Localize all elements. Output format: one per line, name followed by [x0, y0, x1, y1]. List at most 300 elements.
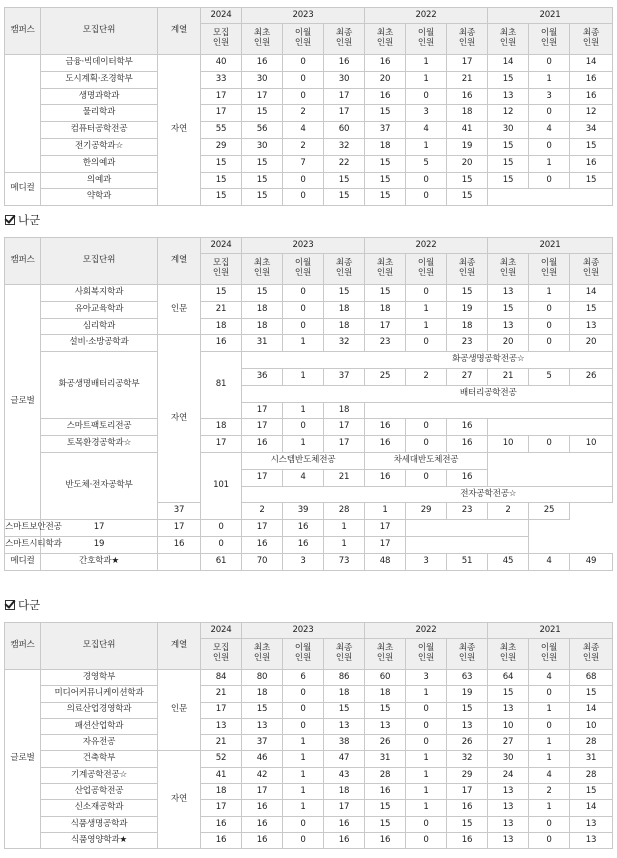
- value-cell: 15: [447, 285, 488, 302]
- header-year-2023: 2023: [242, 623, 365, 639]
- value-cell: 16: [447, 832, 488, 848]
- unit-name: 컴퓨터공학전공: [41, 122, 158, 139]
- value-cell: 18: [324, 301, 365, 318]
- value-cell: 16: [324, 832, 365, 848]
- value-cell: 18: [242, 301, 283, 318]
- header-field: 계열: [158, 623, 201, 670]
- unit-name: 전기공학과☆: [41, 138, 158, 155]
- header-final-2022: 최종 인원: [447, 639, 488, 670]
- unit-name: 식품생명공학과: [41, 816, 158, 832]
- value-cell: 15: [324, 189, 365, 206]
- value-cell: 18: [201, 784, 242, 800]
- value-cell: 15: [242, 189, 283, 206]
- value-cell: 31: [365, 751, 406, 767]
- value-cell: 16: [242, 816, 283, 832]
- value-cell: 1: [324, 520, 365, 537]
- value-cell: 16: [242, 436, 283, 453]
- value-cell: 0: [283, 301, 324, 318]
- value-cell: 4: [529, 670, 570, 686]
- header-unit: 모집단위: [41, 238, 158, 285]
- table-row: [5, 352, 613, 369]
- value-cell: 4: [406, 122, 447, 139]
- value-cell: 16: [447, 436, 488, 453]
- value-cell: 61: [201, 553, 242, 570]
- value-cell: 15: [570, 686, 613, 702]
- da-section-title: 다군: [18, 600, 41, 612]
- value-cell: 13: [488, 832, 529, 848]
- header-initial-2022: 최초 인원: [365, 639, 406, 670]
- value-cell: 16: [447, 800, 488, 816]
- value-cell: 15: [324, 172, 365, 189]
- value-cell: 18: [324, 402, 365, 419]
- value-cell: 21: [201, 735, 242, 751]
- value-cell: 17: [201, 436, 242, 453]
- value-cell: 17: [242, 469, 283, 486]
- value-cell: 0: [406, 469, 447, 486]
- value-cell: 3: [406, 553, 447, 570]
- unit-name: 반도체·전자공학부: [41, 452, 158, 519]
- value-cell: 0: [406, 436, 447, 453]
- value-cell: 23: [365, 335, 406, 352]
- na-section-title: 나군: [18, 215, 41, 227]
- value-cell: 1: [529, 751, 570, 767]
- value-cell: 15: [365, 105, 406, 122]
- value-cell: 14: [488, 55, 529, 72]
- value-cell: 17: [365, 520, 406, 537]
- value-cell: 17: [324, 88, 365, 105]
- value-cell: 15: [488, 155, 529, 172]
- value-cell: 21: [447, 71, 488, 88]
- value-cell: 19: [447, 138, 488, 155]
- value-cell: 0: [529, 718, 570, 734]
- value-cell: 45: [488, 553, 529, 570]
- unit-name: 미디어커뮤니케이션학과: [41, 686, 158, 702]
- value-cell: 1: [283, 767, 324, 783]
- table-row: [5, 702, 613, 718]
- value-cell: 16: [242, 55, 283, 72]
- value-cell: 10: [570, 436, 613, 453]
- value-cell: 3: [529, 88, 570, 105]
- value-cell: 0: [529, 138, 570, 155]
- header-field: 계열: [158, 238, 201, 285]
- header-final-2022: 최종 인원: [447, 24, 488, 55]
- value-cell: 1: [406, 138, 447, 155]
- value-cell: 1: [406, 784, 447, 800]
- value-cell: 16: [365, 784, 406, 800]
- value-cell: 32: [447, 751, 488, 767]
- value-cell: 81: [201, 352, 242, 419]
- value-cell: 31: [242, 335, 283, 352]
- value-cell: 37: [158, 503, 201, 520]
- value-cell: 15: [201, 172, 242, 189]
- table-row: [5, 138, 613, 155]
- unit-name: 스마트시티학과: [5, 536, 41, 553]
- value-cell: 18: [324, 686, 365, 702]
- value-cell: 16: [242, 800, 283, 816]
- header-transfer-2021: 이월 인원: [529, 254, 570, 285]
- value-cell: 0: [283, 816, 324, 832]
- unit-name: 의예과: [41, 172, 158, 189]
- value-cell: 19: [447, 686, 488, 702]
- value-cell: 2: [283, 138, 324, 155]
- unit-name: 토목환경공학과☆: [41, 436, 158, 453]
- value-cell: 2: [283, 105, 324, 122]
- subunit-title: 배터리공학전공: [365, 385, 613, 402]
- value-cell: 70: [242, 553, 283, 570]
- value-cell: 3: [283, 553, 324, 570]
- empty-cell: [406, 536, 529, 553]
- campus-cell: [5, 55, 41, 173]
- value-cell: 20: [365, 71, 406, 88]
- value-cell: 1: [529, 155, 570, 172]
- value-cell: 16: [201, 816, 242, 832]
- value-cell: 16: [324, 816, 365, 832]
- value-cell: 1: [324, 536, 365, 553]
- value-cell: 0: [283, 318, 324, 335]
- da-section-heading: [5, 597, 40, 613]
- value-cell: 16: [365, 436, 406, 453]
- value-cell: 63: [447, 670, 488, 686]
- checkbox-icon: [5, 600, 15, 610]
- value-cell: 0: [529, 686, 570, 702]
- value-cell: 13: [201, 718, 242, 734]
- value-cell: 17: [447, 55, 488, 72]
- value-cell: 2: [406, 368, 447, 385]
- value-cell: 16: [365, 469, 406, 486]
- value-cell: 31: [570, 751, 613, 767]
- value-cell: 28: [324, 503, 365, 520]
- value-cell: 23: [447, 503, 488, 520]
- empty-cell: [488, 452, 613, 486]
- value-cell: 15: [365, 702, 406, 718]
- table-row: [5, 553, 613, 570]
- value-cell: 1: [529, 71, 570, 88]
- value-cell: 15: [488, 138, 529, 155]
- value-cell: 19: [41, 536, 158, 553]
- unit-name: 산업공학전공: [41, 784, 158, 800]
- value-cell: 47: [324, 751, 365, 767]
- value-cell: 0: [283, 71, 324, 88]
- field-cell: 인문: [158, 670, 201, 751]
- value-cell: 0: [283, 419, 324, 436]
- value-cell: 10: [488, 718, 529, 734]
- value-cell: 3: [406, 105, 447, 122]
- value-cell: 1: [529, 285, 570, 302]
- value-cell: 21: [201, 686, 242, 702]
- value-cell: 18: [365, 301, 406, 318]
- unit-name: 약학과: [41, 189, 158, 206]
- value-cell: 37: [242, 735, 283, 751]
- table-row: [5, 816, 613, 832]
- header-campus: 캠퍼스: [5, 238, 41, 285]
- value-cell: 0: [529, 318, 570, 335]
- value-cell: 18: [242, 686, 283, 702]
- value-cell: 17: [324, 419, 365, 436]
- value-cell: 22: [324, 155, 365, 172]
- table-row: [5, 122, 613, 139]
- table-row: [5, 767, 613, 783]
- unit-name: 화공생명배터리공학부: [41, 352, 158, 419]
- header-year-2021: 2021: [488, 8, 613, 24]
- table-row: [5, 735, 613, 751]
- value-cell: 15: [447, 702, 488, 718]
- value-cell: 17: [41, 520, 158, 537]
- value-cell: 73: [324, 553, 365, 570]
- header-initial-2021: 최초 인원: [488, 24, 529, 55]
- value-cell: 28: [365, 767, 406, 783]
- value-cell: 55: [201, 122, 242, 139]
- value-cell: 14: [570, 702, 613, 718]
- header-row-years: [5, 238, 613, 254]
- table-row: [5, 155, 613, 172]
- value-cell: 40: [201, 55, 242, 72]
- value-cell: 68: [570, 670, 613, 686]
- value-cell: 27: [447, 368, 488, 385]
- table-row: [5, 686, 613, 702]
- value-cell: 15: [570, 172, 613, 189]
- value-cell: 0: [529, 172, 570, 189]
- value-cell: 16: [447, 469, 488, 486]
- value-cell: 17: [242, 419, 283, 436]
- value-cell: 18: [242, 318, 283, 335]
- value-cell: 10: [570, 718, 613, 734]
- value-cell: 48: [365, 553, 406, 570]
- value-cell: 2: [529, 784, 570, 800]
- value-cell: 16: [365, 419, 406, 436]
- table-row: [5, 784, 613, 800]
- value-cell: 0: [406, 419, 447, 436]
- value-cell: 15: [201, 285, 242, 302]
- value-cell: 18: [324, 318, 365, 335]
- value-cell: 46: [242, 751, 283, 767]
- value-cell: 16: [365, 832, 406, 848]
- campus-cell: 글로벌: [5, 670, 41, 849]
- value-cell: 0: [406, 88, 447, 105]
- table-row: [5, 800, 613, 816]
- value-cell: 36: [242, 368, 283, 385]
- header-initial-2021: 최초 인원: [488, 639, 529, 670]
- value-cell: 13: [488, 88, 529, 105]
- header-transfer-2023: 이월 인원: [283, 24, 324, 55]
- empty-cell: [488, 189, 613, 206]
- header-transfer-2021: 이월 인원: [529, 639, 570, 670]
- value-cell: 15: [365, 816, 406, 832]
- value-cell: 14: [570, 55, 613, 72]
- header-transfer-2021: 이월 인원: [529, 24, 570, 55]
- value-cell: 13: [488, 816, 529, 832]
- value-cell: 15: [324, 702, 365, 718]
- value-cell: 16: [158, 536, 201, 553]
- unit-name: 간호학과★: [41, 553, 158, 570]
- value-cell: 17: [158, 520, 201, 537]
- table-row: [5, 452, 613, 469]
- value-cell: 20: [488, 335, 529, 352]
- table-row: [5, 285, 613, 302]
- value-cell: 32: [324, 335, 365, 352]
- value-cell: 25: [365, 368, 406, 385]
- value-cell: 0: [406, 832, 447, 848]
- value-cell: 37: [365, 122, 406, 139]
- value-cell: 16: [201, 832, 242, 848]
- value-cell: 17: [242, 784, 283, 800]
- unit-name: 생명과학과: [41, 88, 158, 105]
- value-cell: 1: [406, 301, 447, 318]
- value-cell: 16: [447, 88, 488, 105]
- field-cell: [158, 553, 201, 570]
- value-cell: 16: [242, 536, 283, 553]
- value-cell: 15: [201, 189, 242, 206]
- value-cell: 101: [201, 452, 242, 519]
- value-cell: 34: [570, 122, 613, 139]
- value-cell: 86: [324, 670, 365, 686]
- value-cell: 39: [283, 503, 324, 520]
- value-cell: 16: [242, 832, 283, 848]
- value-cell: 1: [406, 751, 447, 767]
- header-initial-2021: 최초 인원: [488, 254, 529, 285]
- value-cell: 4: [283, 469, 324, 486]
- value-cell: 0: [529, 301, 570, 318]
- value-cell: 84: [201, 670, 242, 686]
- value-cell: 0: [529, 832, 570, 848]
- value-cell: 1: [365, 503, 406, 520]
- value-cell: 16: [283, 520, 324, 537]
- na-admission-table: [4, 237, 613, 571]
- value-cell: 1: [406, 767, 447, 783]
- value-cell: 37: [324, 368, 365, 385]
- value-cell: 18: [365, 686, 406, 702]
- header-campus: 캠퍼스: [5, 8, 41, 55]
- header-year-2022: 2022: [365, 623, 488, 639]
- value-cell: 30: [242, 71, 283, 88]
- header-row-years: [5, 8, 613, 24]
- unit-name: 스마트팩토리전공: [41, 419, 158, 436]
- value-cell: 30: [488, 122, 529, 139]
- value-cell: 41: [447, 122, 488, 139]
- value-cell: 0: [283, 55, 324, 72]
- header-unit: 모집단위: [41, 623, 158, 670]
- table-row: [5, 189, 613, 206]
- value-cell: 2: [242, 503, 283, 520]
- empty-cell: [242, 486, 365, 503]
- unit-name: 유아교육학과: [41, 301, 158, 318]
- empty-cell: [488, 419, 613, 436]
- value-cell: 20: [447, 155, 488, 172]
- value-cell: 16: [447, 419, 488, 436]
- value-cell: 15: [488, 172, 529, 189]
- field-cell: 자연: [158, 751, 201, 849]
- header-transfer-2023: 이월 인원: [283, 639, 324, 670]
- value-cell: 13: [365, 718, 406, 734]
- value-cell: 29: [406, 503, 447, 520]
- value-cell: 1: [406, 55, 447, 72]
- value-cell: 15: [570, 301, 613, 318]
- value-cell: 17: [447, 784, 488, 800]
- value-cell: 0: [283, 832, 324, 848]
- value-cell: 21: [488, 368, 529, 385]
- value-cell: 16: [201, 335, 242, 352]
- table-row: [5, 71, 613, 88]
- value-cell: 13: [488, 285, 529, 302]
- value-cell: 16: [324, 55, 365, 72]
- value-cell: 1: [283, 402, 324, 419]
- value-cell: 4: [529, 553, 570, 570]
- unit-name: 금융·빅데이터학부: [41, 55, 158, 72]
- unit-name: 경영학부: [41, 670, 158, 686]
- value-cell: 15: [488, 686, 529, 702]
- campus-cell: 메디컬: [5, 172, 41, 206]
- value-cell: 0: [406, 735, 447, 751]
- value-cell: 38: [324, 735, 365, 751]
- value-cell: 16: [570, 71, 613, 88]
- unit-name: 건축학부: [41, 751, 158, 767]
- value-cell: 15: [447, 816, 488, 832]
- value-cell: 0: [283, 189, 324, 206]
- field-cell: 자연: [158, 55, 201, 206]
- value-cell: 0: [529, 816, 570, 832]
- value-cell: 0: [283, 88, 324, 105]
- value-cell: 28: [570, 767, 613, 783]
- value-cell: 3: [406, 670, 447, 686]
- table-row: [5, 335, 613, 352]
- value-cell: 2: [488, 503, 529, 520]
- value-cell: 51: [447, 553, 488, 570]
- value-cell: 21: [324, 469, 365, 486]
- value-cell: 43: [324, 767, 365, 783]
- campus-cell: 글로벌: [5, 285, 41, 520]
- value-cell: 1: [283, 735, 324, 751]
- unit-name: 심리학과: [41, 318, 158, 335]
- header-recruit: 모집 인원: [201, 639, 242, 670]
- value-cell: 17: [242, 88, 283, 105]
- value-cell: 0: [283, 702, 324, 718]
- value-cell: 0: [283, 285, 324, 302]
- value-cell: 60: [324, 122, 365, 139]
- table-row: [5, 88, 613, 105]
- value-cell: 23: [447, 335, 488, 352]
- header-year-2022: 2022: [365, 8, 488, 24]
- value-cell: 0: [529, 335, 570, 352]
- value-cell: 13: [488, 702, 529, 718]
- value-cell: 15: [365, 285, 406, 302]
- value-cell: 29: [447, 767, 488, 783]
- value-cell: 17: [201, 88, 242, 105]
- value-cell: 18: [447, 318, 488, 335]
- table-row: [5, 419, 613, 436]
- value-cell: 18: [201, 419, 242, 436]
- value-cell: 17: [365, 536, 406, 553]
- header-initial-2023: 최초 인원: [242, 254, 283, 285]
- value-cell: 52: [201, 751, 242, 767]
- value-cell: 13: [447, 718, 488, 734]
- value-cell: 21: [201, 301, 242, 318]
- value-cell: 1: [283, 436, 324, 453]
- value-cell: 28: [570, 735, 613, 751]
- value-cell: 17: [324, 800, 365, 816]
- value-cell: 27: [488, 735, 529, 751]
- header-initial-2022: 최초 인원: [365, 254, 406, 285]
- value-cell: 18: [447, 105, 488, 122]
- table-row: [5, 172, 613, 189]
- value-cell: 15: [570, 138, 613, 155]
- value-cell: 1: [283, 335, 324, 352]
- value-cell: 15: [488, 71, 529, 88]
- header-final-2023: 최종 인원: [324, 639, 365, 670]
- value-cell: 30: [324, 71, 365, 88]
- header-initial-2023: 최초 인원: [242, 639, 283, 670]
- subunit-title: 전자공학전공☆: [365, 486, 613, 503]
- value-cell: 15: [242, 172, 283, 189]
- value-cell: 1: [529, 702, 570, 718]
